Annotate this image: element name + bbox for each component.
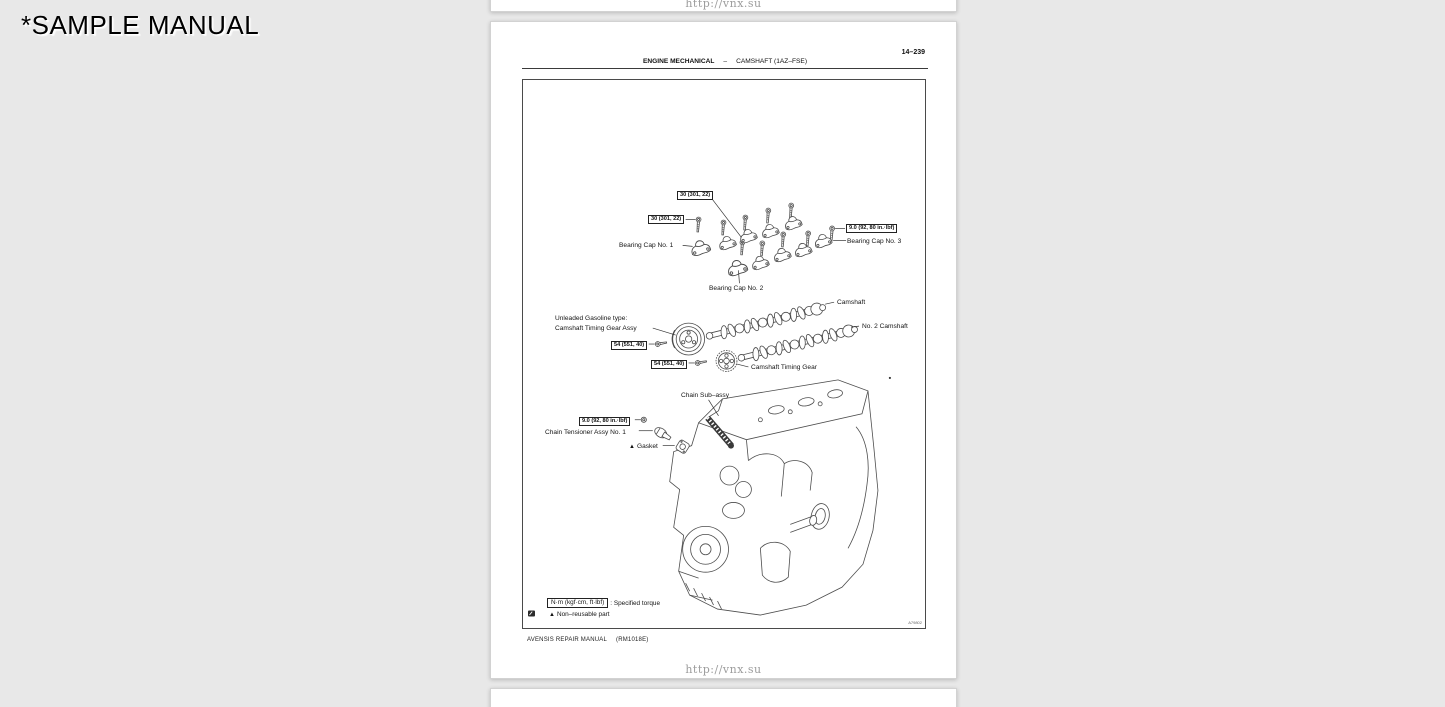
- footer-manual-code: (RM1018E): [616, 637, 649, 643]
- timing-gear-assy-art: [672, 323, 705, 355]
- legend-torque-caption: : Specified torque: [610, 599, 661, 607]
- page-header: [522, 58, 928, 69]
- footer-manual-title: AVENSIS REPAIR MANUAL: [527, 637, 607, 643]
- figure-code: A79802: [908, 620, 922, 625]
- header-separator: –: [723, 58, 728, 65]
- header-section: ENGINE MECHANICAL: [642, 58, 715, 65]
- label-unleaded-line2: Camshaft Timing Gear Assy: [555, 324, 637, 332]
- torque-spec-cap-no3: 9.0 (92, 80 in.·lbf): [846, 224, 897, 233]
- label-chain-subassy: Chain Sub–assy: [681, 392, 730, 399]
- page-footer: [527, 637, 648, 643]
- sample-manual-watermark: *SAMPLE MANUAL: [21, 10, 260, 40]
- previous-page-fragment: [490, 0, 957, 12]
- page-number: 14–239: [901, 49, 925, 56]
- label-chain-tensioner: Chain Tensioner Assy No. 1: [545, 429, 626, 436]
- manual-page: [490, 21, 957, 679]
- next-page-fragment: [490, 688, 957, 707]
- gear-assy-bolt-art: [655, 340, 667, 347]
- header-topic: CAMSHAFT (1AZ–FSE): [736, 58, 808, 65]
- torque-spec-cap-upper: 30 (301, 22): [677, 191, 713, 200]
- reference-stamp-icon: [528, 610, 536, 617]
- label-unleaded-line1: Unleaded Gasoline type:: [555, 315, 628, 322]
- label-bearing-cap-3: Bearing Cap No. 3: [847, 238, 902, 245]
- engine-block-art: [670, 380, 878, 615]
- site-watermark: http://vnx.su: [685, 0, 762, 10]
- camshaft-exploded-drawing: [523, 80, 925, 628]
- label-bearing-cap-1: Bearing Cap No. 1: [619, 242, 674, 249]
- stray-dot: [889, 377, 891, 379]
- legend-torque: [547, 598, 660, 608]
- torque-spec-gear: 54 (551, 40): [651, 360, 687, 369]
- legend-torque-unit-box: N·m (kgf·cm, ft·lbf): [547, 598, 608, 608]
- site-watermark: http://vnx.su: [685, 663, 762, 676]
- torque-spec-tensioner: 9.0 (92, 80 in.·lbf): [579, 417, 630, 426]
- diagram-frame: [522, 79, 926, 629]
- nonreusable-triangle-icon: ▲: [629, 444, 635, 450]
- label-gasket: ▲ Gasket: [629, 443, 658, 450]
- timing-gear-art: [716, 351, 737, 372]
- label-camshaft-timing-gear: Camshaft Timing Gear: [751, 364, 817, 371]
- torque-spec-gear-assy: 54 (551, 40): [611, 341, 647, 350]
- nonreusable-triangle-icon: ▲: [549, 611, 555, 618]
- legend-nonreusable: ▲ Non–reusable part: [549, 611, 610, 618]
- label-bearing-cap-2: Bearing Cap No. 2: [709, 285, 764, 292]
- label-unleaded-type: [555, 314, 637, 333]
- torque-spec-cap-lower: 30 (301, 22): [648, 215, 684, 224]
- label-no2-camshaft: No. 2 Camshaft: [862, 323, 908, 330]
- gear-bolt-art: [695, 359, 707, 366]
- label-camshaft: Camshaft: [837, 299, 866, 306]
